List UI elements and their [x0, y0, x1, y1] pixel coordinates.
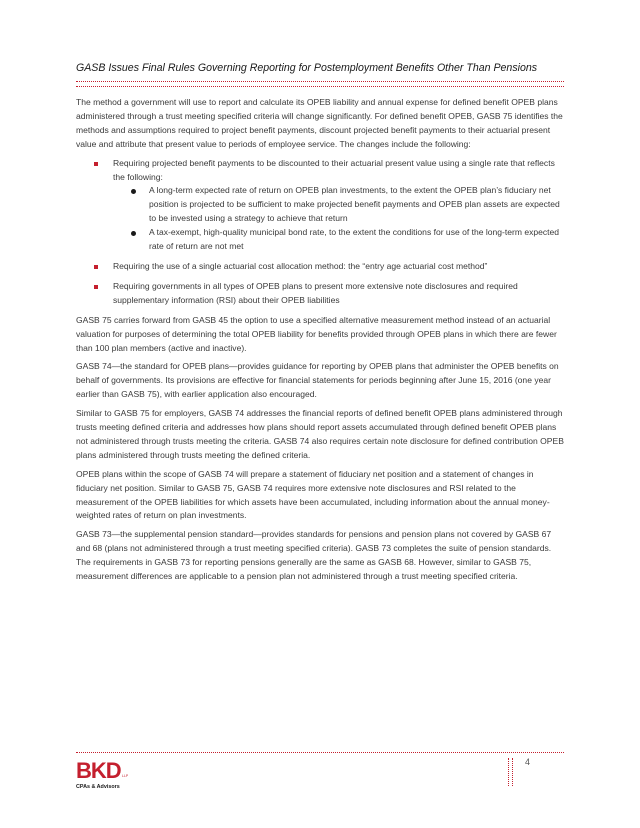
- list-item-text: Requiring projected benefit payments to be discounted to their actuarial present value using a single rate that reflects the following:: [113, 157, 555, 182]
- sub-list: [113, 184, 564, 254]
- square-bullet-icon: [94, 265, 98, 269]
- footer-divider: [76, 752, 564, 753]
- body-paragraph: Similar to GASB 75 for employers, GASB 74 addresses the financial reports of defined benefit OPEB plans administered through trusts meeting defined criteria and addresses how plans should report assets accumulated through defined benefit OPEB plans not administered through trusts meeting the criteria. GASB 74 also requires certain note disclosure for defined contribution OPEB plans administered through trusts meeting the defined criteria.: [76, 408, 564, 460]
- change-list: [76, 157, 564, 308]
- list-item: [76, 157, 564, 254]
- header-divider-secondary: [76, 86, 564, 87]
- list-item-text: Requiring the use of a single actuarial cost allocation method: the “entry age actuarial cost method”: [113, 260, 488, 271]
- sub-list-item-text: A long-term expected rate of return on OPEB plan investments, to the extent the OPEB plan’s fiduciary net position is projected to be sufficient to make projected benefit payments and OPEB plan assets are expected to be invested using a strategy to achieve that return: [149, 185, 560, 224]
- logo-wordmark: BKD: [76, 758, 121, 783]
- square-bullet-icon: [94, 285, 98, 289]
- sub-list-item-text: A tax-exempt, high-quality municipal bond rate, to the extent the conditions for use of the long-term expected rate of return are not met: [149, 227, 560, 252]
- list-item: [76, 280, 564, 308]
- document-body: [76, 96, 564, 589]
- footer-vertical-dots: [512, 758, 517, 786]
- page-title: GASB Issues Final Rules Governing Reporting for Postemployment Benefits Other Than Pensions: [76, 62, 538, 74]
- logo-tagline: CPAs & Advisors: [76, 784, 120, 790]
- sub-list-item: [76, 226, 564, 254]
- list-item-text: Requiring governments in all types of OPEB plans to present more extensive note disclosures and required supplementary information (RSI) about their OPEB liabilities: [113, 280, 518, 305]
- body-paragraph: GASB 74—the standard for OPEB plans—provides guidance for reporting by OPEB plans that administer the OPEB benefits on behalf of governments. Its provisions are effective for financial statements for periods beginning after June 15, 2016 (one year earlier than GASB 75), with earlier application also encouraged.: [76, 361, 559, 400]
- sub-list-item: [76, 184, 564, 226]
- header-divider: [76, 81, 564, 82]
- body-paragraph: GASB 75 carries forward from GASB 45 the option to use a specified alternative measurement method instead of an actuarial valuation for purposes of determining the total OPEB liability for benefits provided through OPEB plans in which there are fewer than 100 plan members (active and inactive).: [76, 314, 557, 353]
- bkd-logo: [76, 760, 136, 800]
- page-number: 4: [525, 757, 531, 767]
- body-paragraph: OPEB plans within the scope of GASB 74 will prepare a statement of fiduciary net position and a statement of changes in fiduciary net position. Similar to GASB 75, GASB 74 requires more extensive note disclosures and RSI related to the measurement of the OPEB liabilities for which assets have been accumulated, including information about the annual money-weighted rates of return on plan investments.: [76, 468, 550, 521]
- intro-paragraph: The method a government will use to report and calculate its OPEB liability and annual expense for defined benefit OPEB plans administered through a trust meeting specified criteria will change significantly. For defined benefit OPEB, GASB 75 identifies the methods and assumptions required to project benefit payments, discount projected benefit payments to their actuarial present value and attribute that present value to periods of employee service. The changes include the following:: [76, 97, 563, 149]
- body-paragraph: GASB 73—the supplemental pension standard—provides standards for pensions and pension plans not covered by GASB 67 and 68 (plans not administered through a trust meeting specified criteria). GASB 73 completes the suite of pension standards. The requirements in GASB 73 for reporting pensions generally are the same as GASB 68. However, similar to GASB 75, measurement differences are applicable to a pension plan not administered through a trust meeting specified criteria.: [76, 529, 552, 582]
- list-item: [76, 260, 564, 274]
- logo-llp: LLP: [122, 774, 129, 778]
- round-bullet-icon: [131, 231, 136, 236]
- round-bullet-icon: [131, 189, 136, 194]
- square-bullet-icon: [94, 162, 98, 166]
